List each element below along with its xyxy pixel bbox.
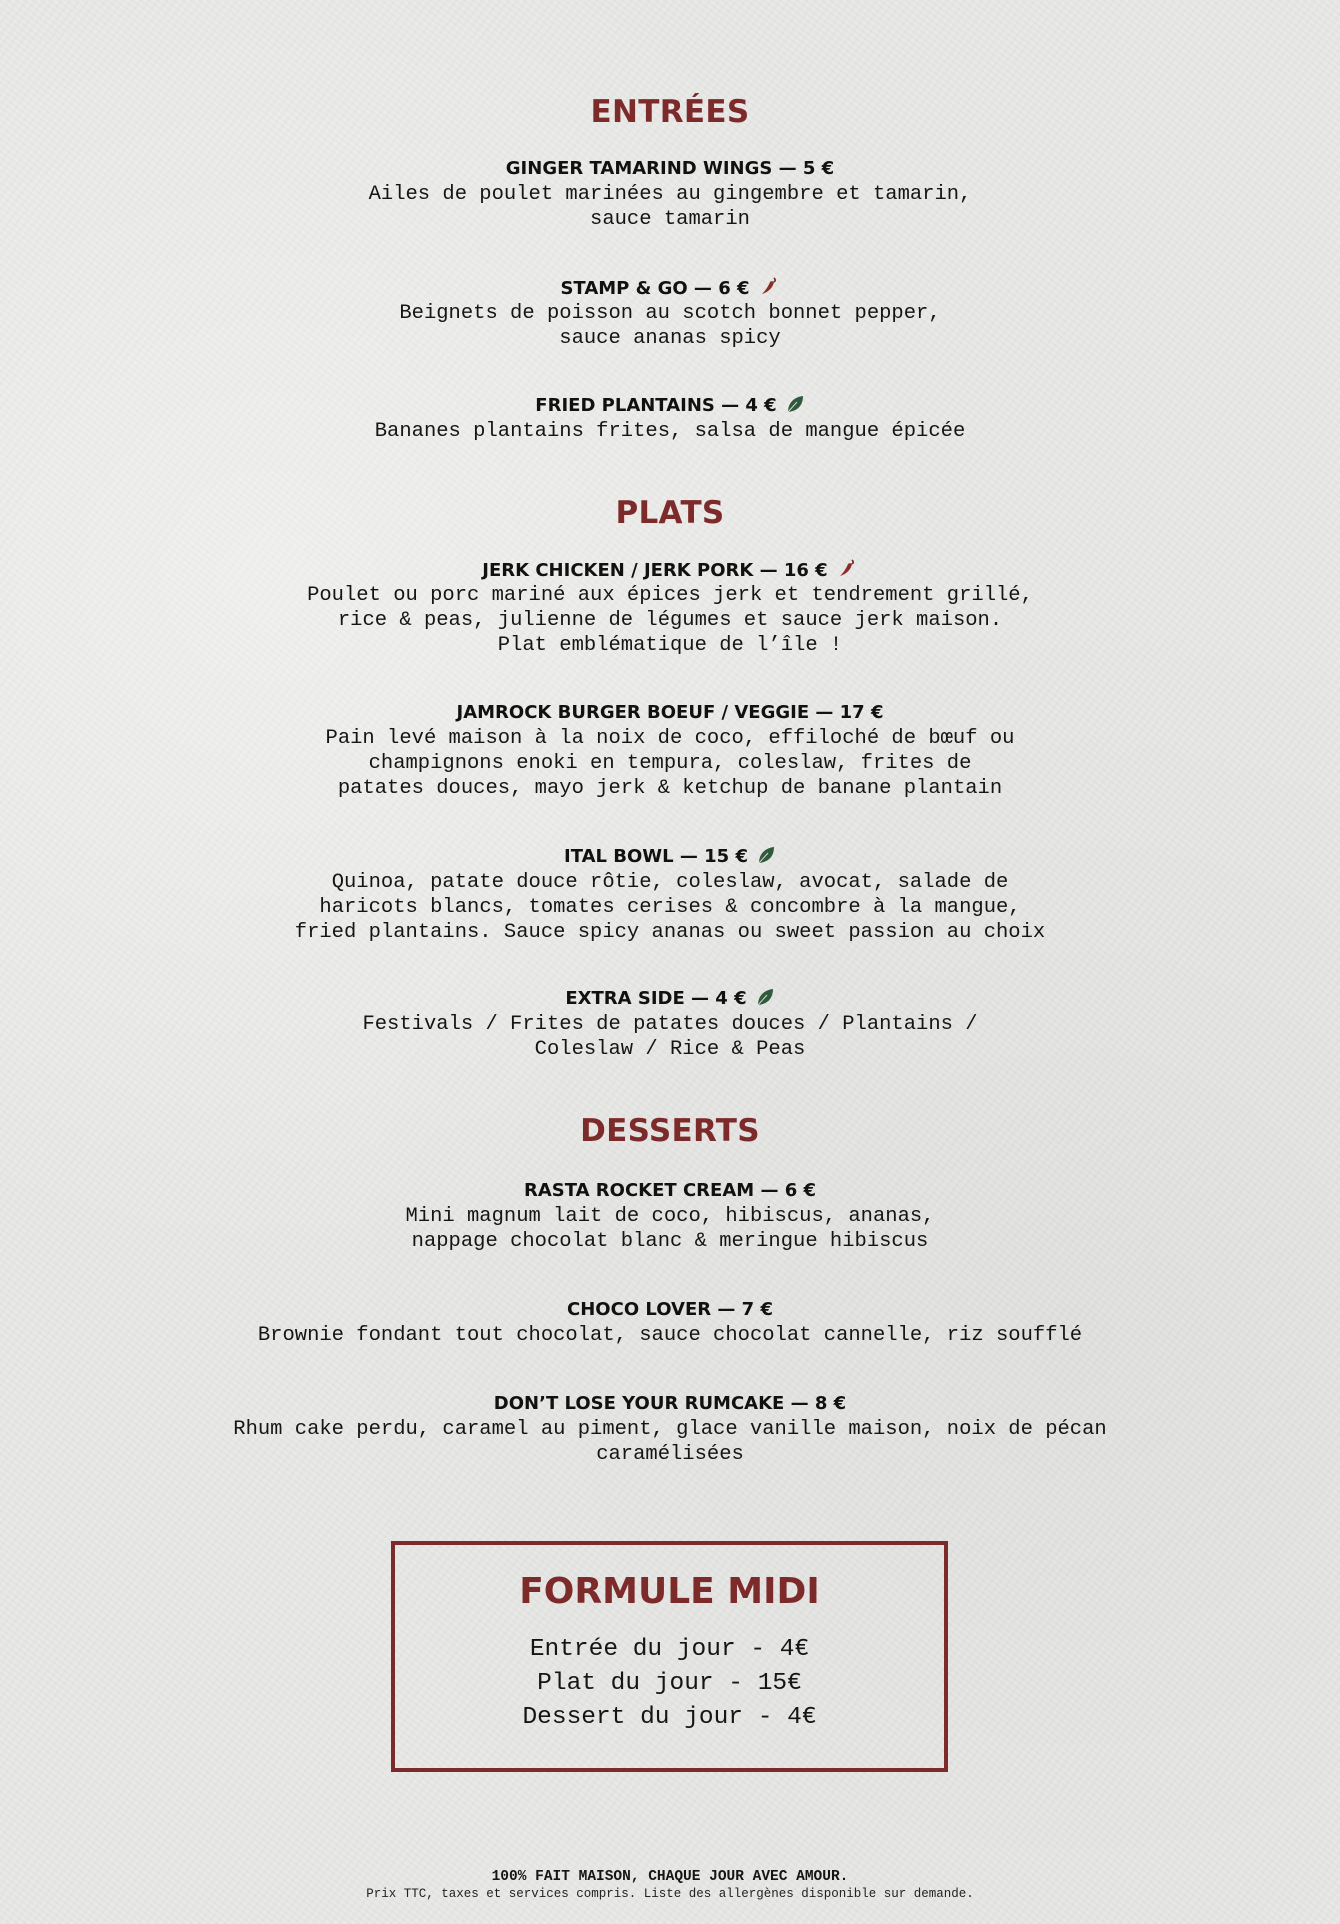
menu-item <box>0 700 1340 801</box>
menu-item <box>0 986 1340 1062</box>
footer-legal-note: Prix TTC, taxes et services compris. Liste des allergènes disponible sur demande. <box>366 1887 974 1901</box>
menu-item-title: ITAL BOWL — 15 € <box>0 844 1340 870</box>
leaf-icon <box>756 845 776 873</box>
footer-tagline: 100% FAIT MAISON, CHAQUE JOUR AVEC AMOUR. <box>491 1869 849 1885</box>
menu-item <box>0 557 1340 658</box>
menu-item-description: Quinoa, patate douce rôtie, coleslaw, avocat, salade de haricots blancs, tomates cerises & concombre à la mangue, fried plantains. Sauce spicy ananas ou sweet passion au choix <box>294 871 1046 944</box>
lunch-formula-title: FORMULE MIDI <box>519 1571 820 1612</box>
menu-item <box>0 1178 1340 1254</box>
menu-item-title: JAMROCK BURGER BOEUF / VEGGIE — 17 € <box>456 702 884 723</box>
menu-item-description: Poulet ou porc mariné aux épices jerk et tendrement grillé, rice & peas, julienne de légumes et sauce jerk maison. Plat emblématique de l’île ! <box>307 584 1033 657</box>
section-title-plats: PLATS <box>615 495 725 531</box>
menu-item-description: Beignets de poisson au scotch bonnet pepper, sauce ananas spicy <box>399 302 941 350</box>
leaf-icon <box>755 987 775 1015</box>
menu-item-description: Rhum cake perdu, caramel au piment, glace vanille maison, noix de pécan caramélisées <box>233 1418 1107 1466</box>
leaf-icon <box>785 394 805 422</box>
menu-item-description: Brownie fondant tout chocolat, sauce chocolat cannelle, riz soufflé <box>257 1324 1083 1347</box>
menu-item <box>0 844 1340 945</box>
menu-item-title: EXTRA SIDE — 4 € <box>0 986 1340 1012</box>
menu-item <box>0 275 1340 351</box>
menu-item-title: CHOCO LOVER — 7 € <box>567 1299 773 1320</box>
lunch-formula-line: Plat du jour - 15€ <box>537 1670 802 1697</box>
lunch-formula-box <box>391 1541 948 1772</box>
menu-item-title: DON’T LOSE YOUR RUMCAKE — 8 € <box>493 1393 847 1414</box>
menu-item <box>0 1297 1340 1348</box>
menu-item-title: JERK CHICKEN / JERK PORK — 16 € <box>0 557 1340 583</box>
menu-item-description: Bananes plantains frites, salsa de mangue épicée <box>374 420 966 443</box>
menu-item-title: RASTA ROCKET CREAM — 6 € <box>523 1180 817 1201</box>
lunch-formula-line: Dessert du jour - 4€ <box>522 1704 817 1731</box>
menu-item <box>0 393 1340 444</box>
footer <box>0 1868 1340 1902</box>
menu-item-description: Festivals / Frites de patates douces / Plantains / Coleslaw / Rice & Peas <box>362 1013 978 1061</box>
menu-item-title: FRIED PLANTAINS — 4 € <box>0 393 1340 419</box>
menu-item-title: STAMP & GO — 6 € <box>0 275 1340 301</box>
lunch-formula-list <box>395 1633 944 1735</box>
menu-item <box>0 156 1340 232</box>
section-title-entrees: ENTRÉES <box>590 94 750 130</box>
lunch-formula-line: Entrée du jour - 4€ <box>529 1636 810 1663</box>
section-title-desserts: DESSERTS <box>580 1113 760 1149</box>
menu-item-description: Pain levé maison à la noix de coco, effiloché de bœuf ou champignons enoki en tempura, coleslaw, frites de patates douces, mayo jerk & ketchup de banane plantain <box>325 727 1015 800</box>
menu-item-description: Mini magnum lait de coco, hibiscus, ananas, nappage chocolat blanc & meringue hibiscus <box>405 1205 935 1253</box>
menu-item-title: GINGER TAMARIND WINGS — 5 € <box>505 158 835 179</box>
menu-item <box>0 1391 1340 1467</box>
menu-item-description: Ailes de poulet marinées au gingembre et tamarin, sauce tamarin <box>368 183 972 231</box>
